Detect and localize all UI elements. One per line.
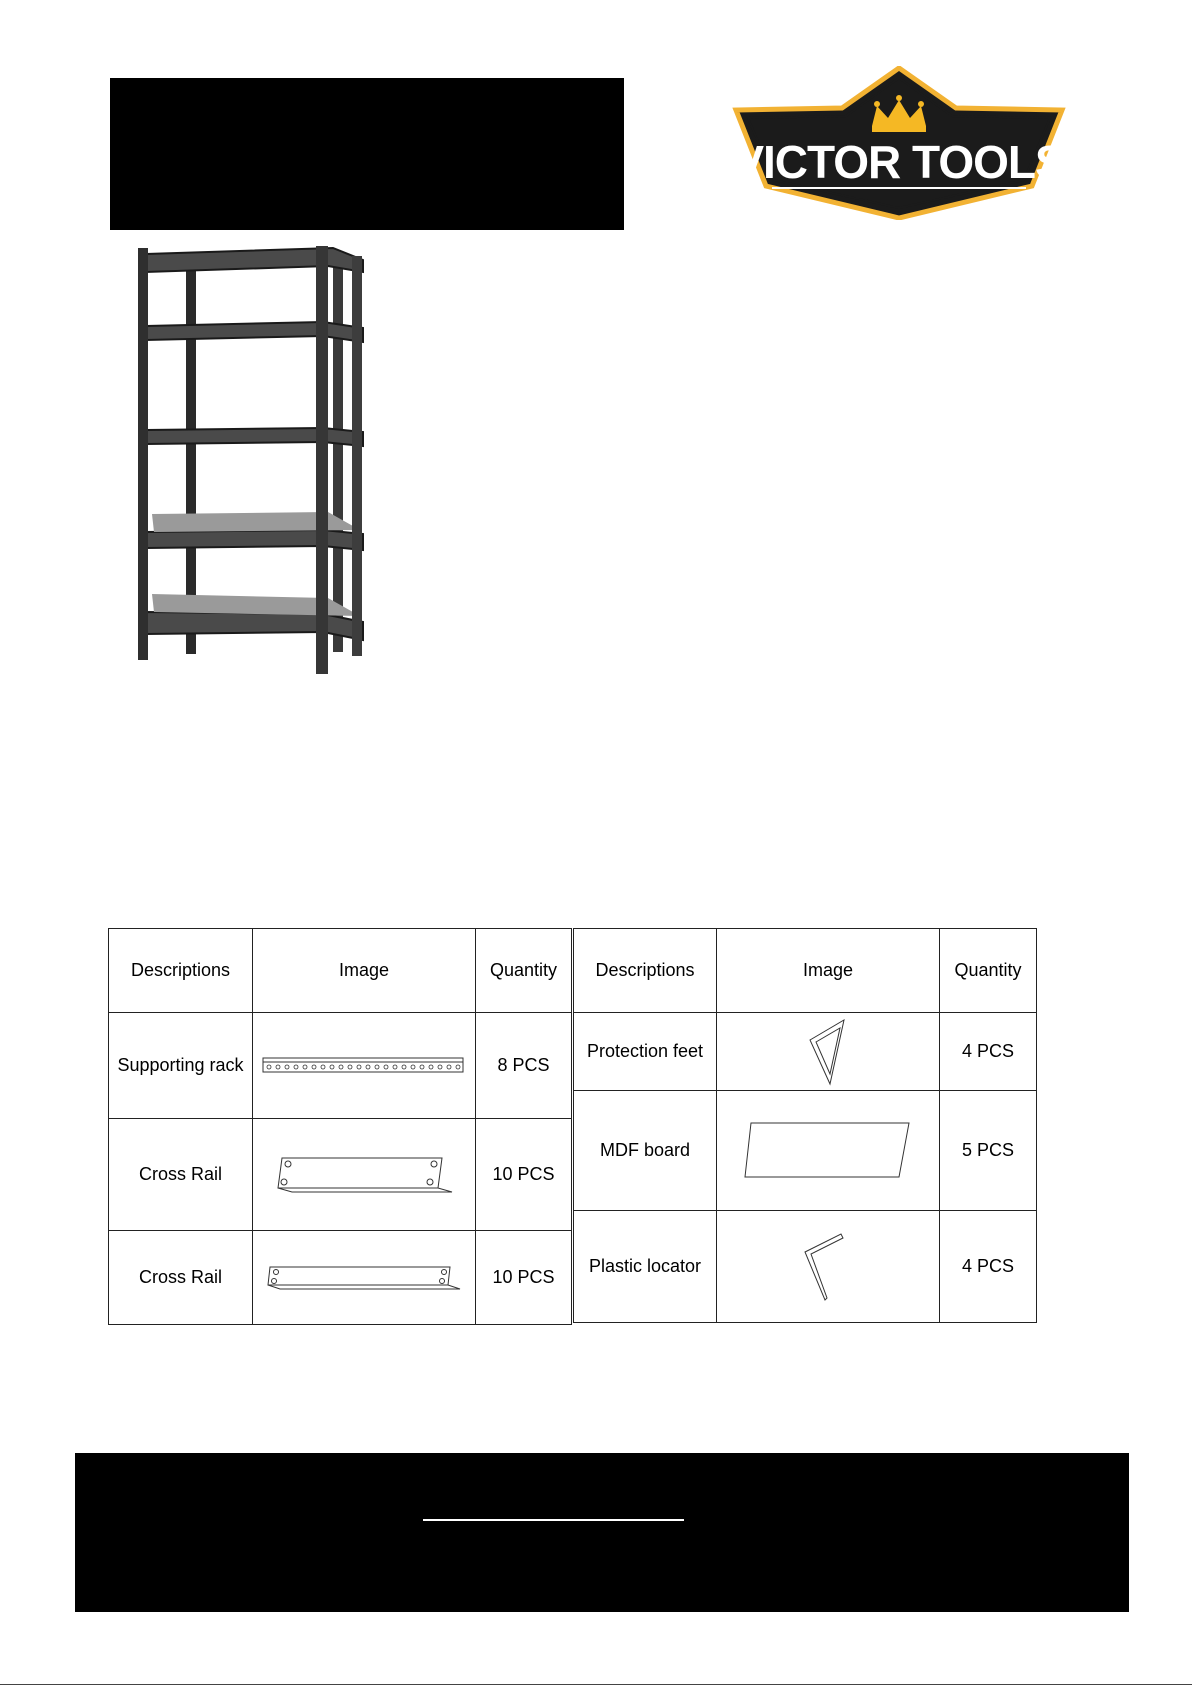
- row-description: Supporting rack: [109, 1013, 253, 1119]
- supporting-rack-drawing: [253, 1013, 476, 1119]
- table-row: [109, 1231, 572, 1325]
- footer-banner: [75, 1453, 1129, 1612]
- title-banner: [110, 78, 624, 230]
- protection-feet-drawing: [717, 1013, 940, 1091]
- cross-rail-drawing: [253, 1119, 476, 1231]
- row-quantity: 10 PCS: [476, 1119, 572, 1231]
- cross-rail-short-drawing: [253, 1231, 476, 1325]
- table-row: [574, 1013, 1037, 1091]
- row-description: MDF board: [574, 1091, 717, 1211]
- parts-table-left: [108, 928, 572, 1325]
- row-description: Cross Rail: [109, 1231, 253, 1325]
- shelving-unit-image: [138, 244, 378, 676]
- header-quantity: Quantity: [476, 929, 572, 1013]
- header-image: Image: [717, 929, 940, 1013]
- row-quantity: 8 PCS: [476, 1013, 572, 1119]
- row-description: Cross Rail: [109, 1119, 253, 1231]
- header-descriptions: Descriptions: [109, 929, 253, 1013]
- row-description: Plastic locator: [574, 1211, 717, 1323]
- header-image: Image: [253, 929, 476, 1013]
- table-row: [109, 1119, 572, 1231]
- parts-table-right: [573, 928, 1037, 1323]
- table-row: [109, 1013, 572, 1119]
- logo-text: VICTOR TOOLS: [733, 136, 1065, 188]
- header-descriptions: Descriptions: [574, 929, 717, 1013]
- row-quantity: 10 PCS: [476, 1231, 572, 1325]
- plastic-locator-drawing: [717, 1211, 940, 1323]
- row-description: Protection feet: [574, 1013, 717, 1091]
- row-quantity: 4 PCS: [940, 1211, 1037, 1323]
- victor-tools-logo: [732, 66, 1066, 220]
- header-quantity: Quantity: [940, 929, 1037, 1013]
- table-row: [574, 1091, 1037, 1211]
- mdf-board-drawing: [717, 1091, 940, 1211]
- table-row: [574, 1211, 1037, 1323]
- row-quantity: 5 PCS: [940, 1091, 1037, 1211]
- footer-underline: [423, 1519, 684, 1521]
- row-quantity: 4 PCS: [940, 1013, 1037, 1091]
